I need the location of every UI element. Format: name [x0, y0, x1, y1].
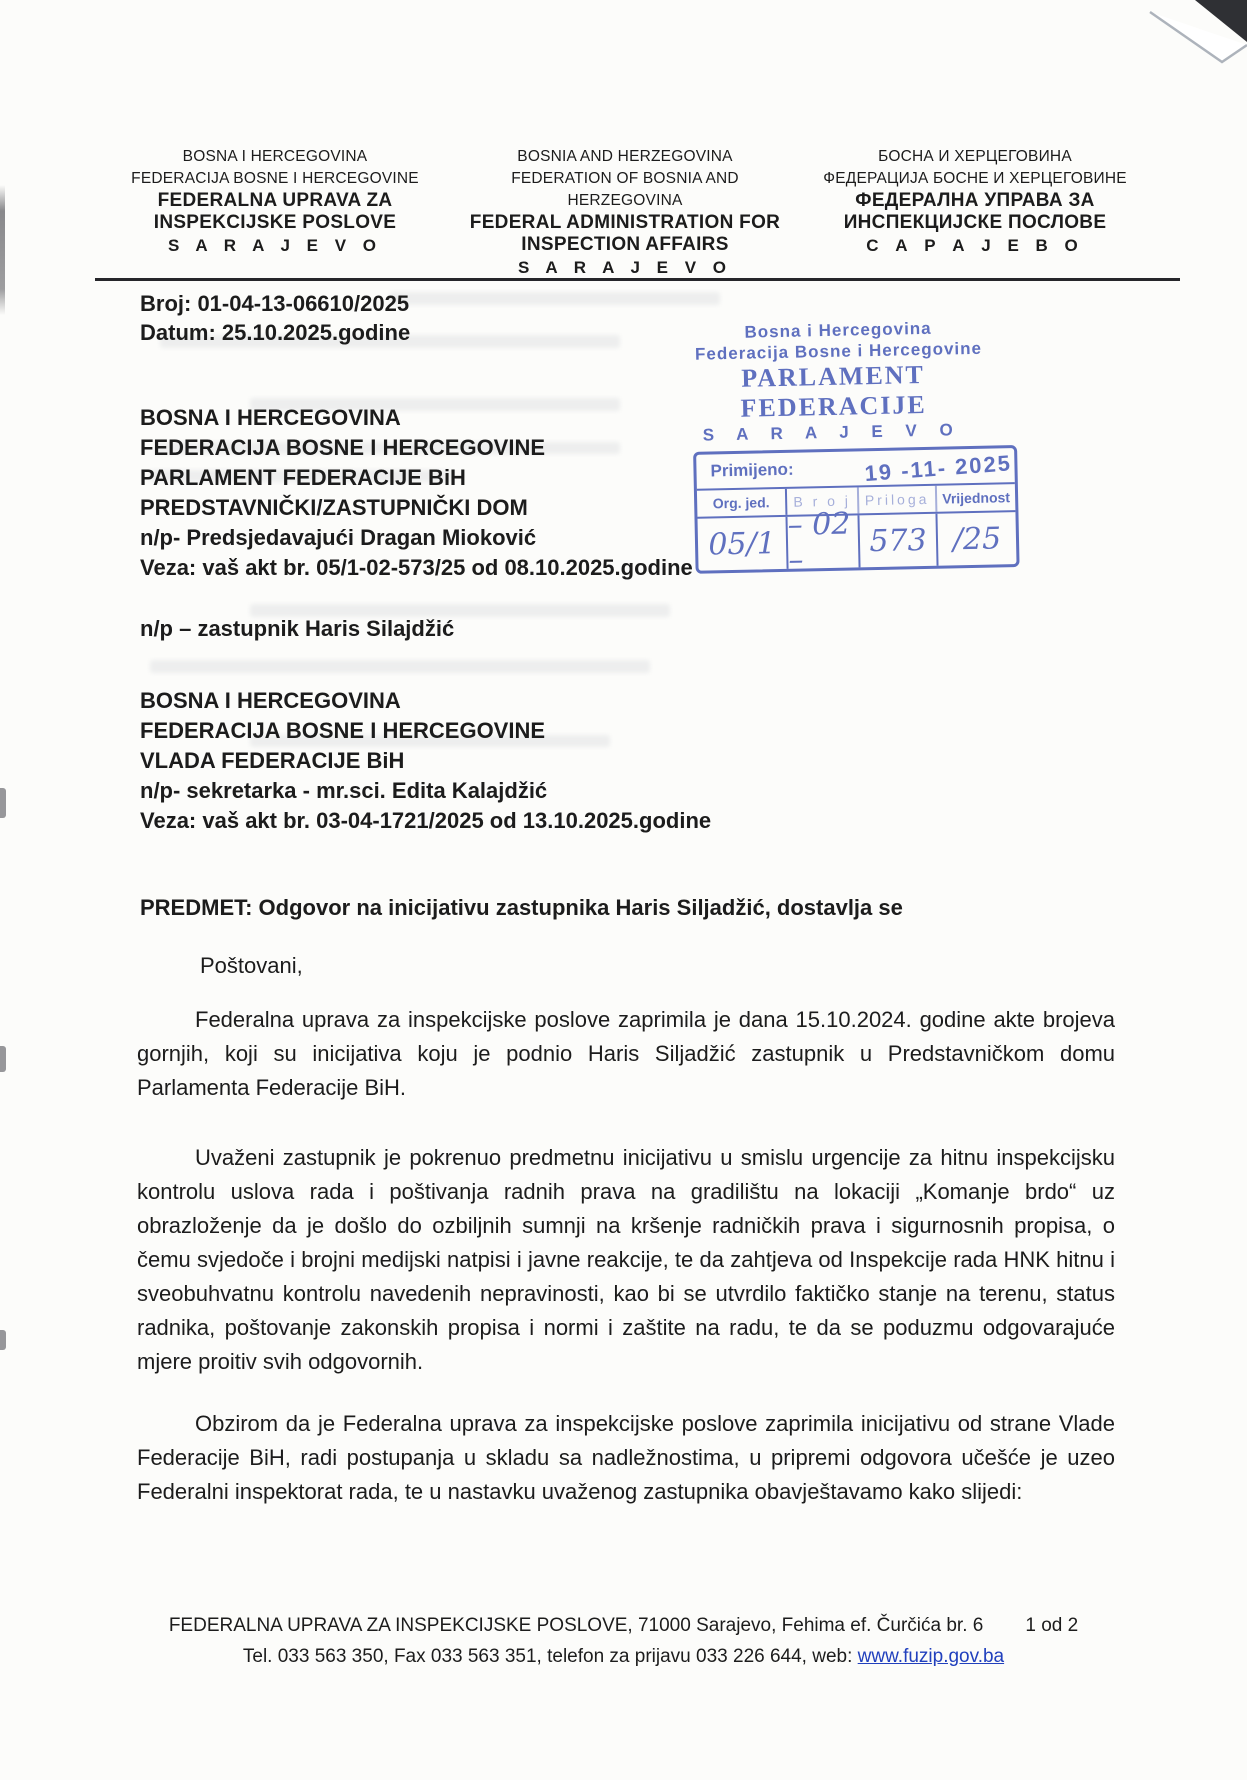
- letterhead-line: FEDERACIJA BOSNE I HERCEGOVINE: [131, 170, 419, 187]
- letterhead-column-bosnian: [90, 146, 460, 279]
- stamp-value-broj: – 02 –: [787, 515, 860, 568]
- letterhead-line: ФЕДЕРАЛНА УПРАВА ЗА: [855, 190, 1095, 211]
- letterhead-line: БОСНА И ХЕРЦЕГОВИНА: [878, 148, 1072, 165]
- body-paragraph-1: Federalna uprava za inspekcijske poslove zaprimila je dana 15.10.2024. godine akte brojeva gornjih, koji su inicijativa koju je podnio Haris Siljadžić zastupnik u Predstavničkom domu Parlamenta Federacije BiH.: [137, 1007, 1115, 1100]
- stamp-value-org-jed: 05/1: [698, 517, 789, 571]
- recipient-attention: n/p- sekretarka - mr.sci. Edita Kalajdžić: [140, 778, 548, 803]
- recipient-line: FEDERACIJA BOSNE I HERCEGOVINE: [140, 718, 546, 743]
- letterhead-city: S A R A J E V O: [517, 258, 733, 277]
- letterhead-line: ИНСПЕКЦИЈСКЕ ПОСЛОВЕ: [843, 212, 1107, 233]
- footer-address-line: [137, 1610, 1110, 1641]
- stamp-received-date: 19 -11- 2025: [864, 450, 1014, 487]
- recipient-line: PARLAMENT FEDERACIJE BiH: [140, 465, 466, 490]
- footer-contacts: Tel. 033 563 350, Fax 033 563 351, telefon za prijavu 033 226 644, web:: [242, 1646, 858, 1667]
- subject-line: PREDMET: Odgovor na inicijativu zastupnika Haris Siljadžić, dostavlja se: [140, 895, 903, 920]
- edge-speck: [0, 788, 6, 818]
- scanner-edge-shadow: [0, 185, 5, 315]
- stamp-org-line: Bosna i Hercegovina: [744, 318, 932, 342]
- letterhead-line: BOSNIA AND HERZEGOVINA: [517, 148, 733, 165]
- stamp-value-priloga: 573: [859, 514, 938, 568]
- letterhead-line: INSPEKCIJSKE POSLOVE: [153, 212, 397, 233]
- letterhead-column-english: [460, 146, 790, 279]
- recipient-reference: Veza: vaš akt br. 03-04-1721/2025 od 13.10.2025.godine: [140, 808, 712, 833]
- edge-speck: [0, 1046, 6, 1072]
- recipient-line: VLADA FEDERACIJE BiH: [140, 748, 405, 773]
- reference-block: [140, 289, 410, 347]
- recipient-attention: n/p- Predsjedavajući Dragan Mioković: [140, 525, 537, 550]
- stamp-col-broj: B r o j: [787, 487, 860, 515]
- letterhead-line: FEDERATION OF BOSNIA AND HERZEGOVINA: [511, 170, 739, 209]
- stamp-received-label: Primijeno:: [710, 459, 794, 481]
- salutation: Poštovani,: [200, 953, 303, 978]
- recipient-line: PREDSTAVNIČKI/ZASTUPNIČKI DOM: [140, 495, 528, 520]
- attention-deputy: n/p – zastupnik Haris Silajdžić: [140, 616, 455, 641]
- bleed-artifact: [150, 660, 650, 673]
- letterhead-column-cyrillic: [790, 146, 1160, 279]
- recipient-line: BOSNA I HERCEGOVINA: [140, 688, 401, 713]
- stamp-value-vrijednost: /25: [952, 520, 1002, 557]
- recipient-parliament: [140, 403, 693, 583]
- document-number: Broj: 01-04-13-06610/2025: [140, 291, 410, 316]
- stamp-value-row: [698, 506, 1017, 578]
- document-date: Datum: 25.10.2025.godine: [140, 320, 411, 345]
- stamp-table: [693, 445, 1019, 578]
- body-paragraph-2: Uvaženi zastupnik je pokrenuo predmetnu inicijativu u smislu urgencije za hitnu inspekcijsku kontrolu uslova rada i poštivanja radnih prava na gradilištu na lokaciji „Komanje brdo“ uz obrazloženje da je došlo do ozbiljnih sumnji na kršenje radničkih prava i sigurnosnih propisa, o čemu svjedoče i brojni medijski natpisi i javne reakcije, te da zahtjeva od Inspekcije rada HNK hitnu i sveobuhvatnu kontrolu navedenih nepravinosti, kao bi se utvrdilo faktičko stanje na terenu, status radnika, poštovanje zakonskih propisa i normi i zaštite na radu, te da se poduzmu odgovarajuće mjere proitiv svih odgovornih.: [137, 1145, 1115, 1374]
- recipient-reference: Veza: vaš akt br. 05/1-02-573/25 od 08.10.2025.godine: [140, 555, 693, 580]
- recipient-line: BOSNA I HERCEGOVINA: [140, 405, 401, 430]
- page-number: 1 od 2: [1025, 1615, 1079, 1636]
- stamp-col-priloga: Priloga: [859, 486, 938, 514]
- body-paragraph-3: Obzirom da je Federalna uprava za inspekcijske poslove zaprimila inicijativu od strane Vlade Federacije BiH, radi postupanja u skladu sa nadležnostima, u pripremi odgovora učešće je uzeo Federalni inspektorat rada, te u nastavku uvaženog zastupnika obavještavamo kako slijedi:: [137, 1411, 1115, 1504]
- stamp-org-line: Federacija Bosne i Hercegovine: [694, 338, 983, 364]
- recipient-government: [140, 686, 711, 836]
- letterhead-line: FEDERAL ADMINISTRATION FOR: [469, 212, 781, 233]
- letterhead-line: INSPECTION AFFAIRS: [521, 234, 729, 255]
- letterhead-line: FEDERALNA UPRAVA ZA: [157, 190, 393, 211]
- letterhead-city: С А Р А Ј Е В О: [866, 236, 1084, 255]
- stamp-col-vrijednost: Vrijednost: [942, 489, 1011, 507]
- footer: [137, 1610, 1110, 1672]
- bleed-artifact: [390, 292, 720, 305]
- recipient-line: FEDERACIJA BOSNE I HERCEGOVINE: [140, 435, 546, 460]
- letterhead: [90, 146, 1160, 279]
- letterhead-line: BOSNA I HERCEGOVINA: [182, 148, 368, 165]
- page-fold-corner: [1107, 0, 1247, 80]
- stamp-title: PARLAMENT FEDERACIJE: [740, 359, 928, 423]
- stamp-col-org-jed: Org. jed.: [697, 489, 788, 517]
- letterhead-city: S A R A J E V O: [167, 236, 383, 255]
- footer-address: FEDERALNA UPRAVA ZA INSPEKCIJSKE POSLOVE, 71000 Sarajevo, Fehima ef. Čurčića br. 6: [168, 1615, 984, 1636]
- edge-speck: [0, 1330, 6, 1350]
- letterhead-line: ФЕДЕРАЦИЈА БОСНЕ И ХЕРЦЕГОВИНЕ: [823, 170, 1127, 187]
- stamp-received-row: [696, 448, 1015, 491]
- stamp-city: S A R A J E V O: [702, 420, 962, 445]
- footer-contacts-line: [137, 1641, 1110, 1672]
- letterhead-divider: [95, 278, 1180, 281]
- footer-web-link[interactable]: www.fuzip.gov.ba: [857, 1646, 1005, 1667]
